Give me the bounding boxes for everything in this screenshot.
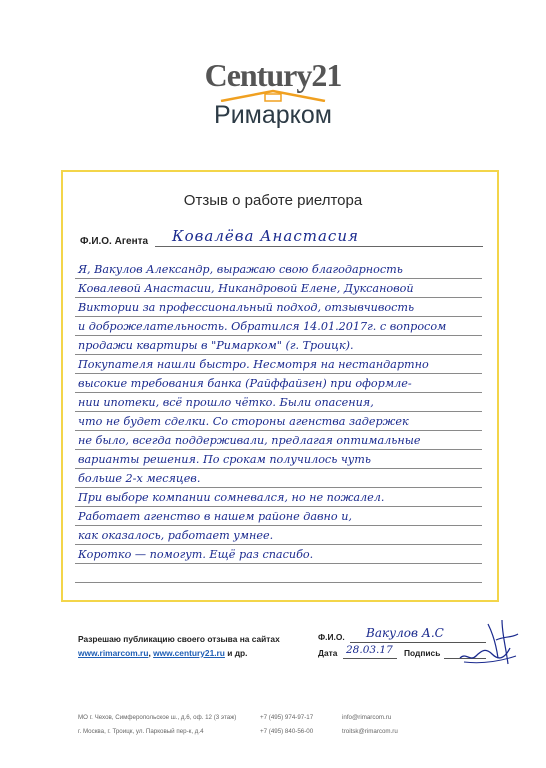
ruled-line [75, 373, 482, 374]
review-text-line: Работает агенство в нашем районе давно и, [78, 510, 352, 523]
ruled-line [75, 392, 482, 393]
footer-emails [342, 711, 398, 739]
publication-permission [78, 632, 280, 660]
review-text-line: варианты решения. По срокам получилось чуть [78, 453, 371, 466]
ruled-line [75, 506, 482, 507]
agent-underline [155, 246, 483, 247]
ruled-line [75, 335, 482, 336]
logo-brand: Century21 [204, 57, 342, 93]
fio-handwritten: Вакулов А.С [366, 626, 444, 640]
review-text-line: нии ипотеки, всё прошло чётко. Были опасения, [78, 396, 374, 409]
link-separator: , [148, 648, 151, 658]
signature-label: Подпись [404, 648, 441, 658]
ruled-line [75, 563, 482, 564]
ruled-line [75, 582, 482, 583]
ruled-line [75, 544, 482, 545]
review-text-line: больше 2-х месяцев. [78, 472, 201, 485]
date-underline [343, 658, 397, 659]
ruled-line [75, 430, 482, 431]
review-text-line: Виктории за профессиональный подход, отзывчивость [78, 301, 415, 314]
rimarcom-link[interactable]: www.rimarcom.ru [78, 648, 149, 658]
ruled-line [75, 316, 482, 317]
review-text-line: При выборе компании сомневался, но не пожалел. [78, 491, 385, 504]
century21-link[interactable]: www.century21.ru [153, 648, 225, 658]
review-text-line: продажи квартиры в "Римарком" (г. Троицк). [78, 339, 354, 352]
ruled-line [75, 468, 482, 469]
review-text-line: высокие требования банка (Райффайзен) при оформле- [78, 377, 412, 390]
phone-1: +7 (495) 974-97-17 [260, 714, 314, 721]
review-text-line: и доброжелательность. Обратился 14.01.2017г. с вопросом [78, 320, 447, 333]
date-label: Дата [318, 648, 338, 658]
email-1[interactable]: info@rimarcom.ru [342, 714, 392, 721]
form-title: Отзыв о работе риелтора [183, 192, 363, 209]
ruled-line [75, 487, 482, 488]
date-handwritten: 28.03.17 [346, 644, 393, 656]
review-text-line: не было, всегда поддерживали, предлагая оптимальные [78, 434, 421, 447]
permission-text: Разрешаю публикацию своего отзыва на сайтах [78, 634, 280, 644]
agent-label: Ф.И.О. Агента [80, 236, 149, 247]
review-text-line: Ковалевой Анастасии, Никандровой Елене, Дуксановой [78, 282, 414, 295]
ruled-line [75, 525, 482, 526]
ruled-line [75, 297, 482, 298]
footer-addresses [78, 711, 236, 739]
ruled-line [75, 411, 482, 412]
permission-suffix: и др. [227, 648, 248, 658]
ruled-line [75, 449, 482, 450]
email-2[interactable]: troitsk@rimarcom.ru [342, 728, 398, 735]
review-text-line: что не будет сделки. Со стороны агенства задержек [78, 415, 409, 428]
review-text-line: Я, Вакулов Александр, выражаю свою благодарность [78, 263, 403, 276]
agent-name-handwritten: Ковалёва Анастасия [172, 227, 359, 245]
review-text-line: как оказалось, работает умнее. [78, 529, 274, 542]
footer-phones [260, 711, 313, 739]
logo-company-name: Римарком [214, 101, 332, 129]
ruled-line [75, 278, 482, 279]
phone-2: +7 (495) 840-56-00 [260, 728, 314, 735]
review-text-line: Коротко — помогут. Ещё раз спасибо. [78, 548, 314, 561]
address-troitsk: г. Москва, г. Троицк, ул. Парковый пер-к, д.4 [78, 728, 204, 735]
review-text-line: Покупателя нашли быстро. Несмотря на нестандартно [78, 358, 429, 371]
company-logo [0, 58, 546, 130]
handwritten-signature [452, 618, 522, 672]
fio-label: Ф.И.О. [318, 632, 345, 642]
ruled-line [75, 354, 482, 355]
address-chekhov: МО г. Чехов, Симферопольское ш., д.6, оф. 12 (3 этаж) [78, 714, 237, 721]
